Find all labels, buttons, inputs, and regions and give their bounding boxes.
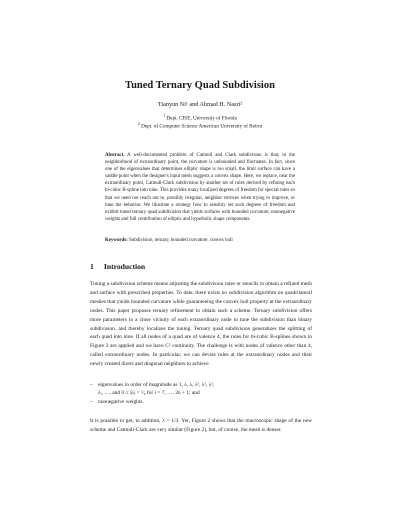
- author-line: Tianyun Ni¹ and Ahmad H. Nasri²: [157, 101, 243, 108]
- closing-paragraph: It is possible to get, in addition, λ = 1/3. Yet, Figure 2 shows that the macroscopic shape of the new scheme and Catmull-Clark are very similar (Figure 2), but, of course, the mesh is denser.: [90, 418, 312, 433]
- section-title: Introduction: [103, 262, 146, 271]
- list-item: [90, 398, 312, 406]
- affiliation-mark: 1: [163, 114, 166, 118]
- section-number: 1: [90, 262, 94, 271]
- paper-title: Tuned Ternary Quad Subdivision: [125, 80, 275, 91]
- abstract-text: A well-documented problem of Catmull and Clark subdivision is that, in the neighborhood of extraordinary point, the curvature is unbounded and fluctuates. In fact, since one of the eigenvalues that determines elliptic shape is too small, the limit surface can have a saddle point when the designer's input mesh suggests a convex shape. Here, we replace, near the extraordinary point, Catmull-Clark subdivision by another set of rules derived by refining each bi-cubic B-spline into nine. This provides many localized degrees of freedom for special rules so that we need not reach out to, possibly irregular, neighbor vertices when trying to improve, or tune the behavior. We illustrate a strategy how to sensibly set such degrees of freedom and exhibit tuned ternary quad subdivision that yields surfaces with bounded curvature, nonnegative weights and full contribution of elliptic and hyperbolic shape components.: [105, 153, 296, 222]
- list-item: [90, 381, 312, 398]
- list-item-line: nonnegative weights.: [98, 398, 144, 405]
- abstract: [105, 152, 295, 223]
- affiliation-2: [0, 122, 400, 130]
- affiliation-text: Dept. CISE, University of Florida: [166, 115, 237, 122]
- list-item-line: eigenvalues in order of magnitude as 1, λ, λ, λ², λ², λ²,: [98, 382, 215, 388]
- abstract-label: Abstract.: [105, 153, 125, 158]
- intro-paragraph: Tuning a subdivision scheme means adjusting the subdivision rules or stencils to obtain a refined mesh and surface with prescribed properties. To date, there exists no subdivision algorithm on quadrilateral meshes that yields bounded curvature while guaranteeing the convex hull property at the extraordinary nodes. This paper proposes ternary refinement to obtain such a scheme. Ternary subdivision offers more parameters in a close vicinity of each extraordinary node to tune the subdivision than binary subdivision, and thereby localizes the tuning. Ternary quad subdivision generalizes the splitting of each quad into nine. If all nodes of a quad are of valence 4, the rules for bi-cubic B-splines shown in Figure 3 are applied and we have C² continuity. The challenge is with nodes of valence other than 4, called extraordinary nodes. In particular, we can devise rules at the extraordinary nodes and their newly created direct and diagonal neighbors to achieve: [90, 281, 312, 368]
- affiliation-1: [0, 114, 400, 122]
- keywords: [105, 237, 295, 244]
- section-heading: [90, 262, 145, 271]
- keywords-text: Subdivision, ternary, bounded curvature, convex hull: [129, 238, 233, 243]
- list-dash: –: [90, 398, 93, 405]
- requirements-list: [90, 381, 312, 406]
- keywords-label: Keywords:: [105, 238, 128, 243]
- list-item-line: λᵢ, …, and 0 ≤ |λᵢ| < ¹⁄₉ for i = 7, …, 2n + 1; and: [98, 390, 200, 397]
- affiliation-mark: 2: [137, 122, 140, 126]
- affiliation-text: Dept. of Computer Science American University of Beirut: [141, 123, 263, 130]
- list-dash: –: [90, 382, 93, 388]
